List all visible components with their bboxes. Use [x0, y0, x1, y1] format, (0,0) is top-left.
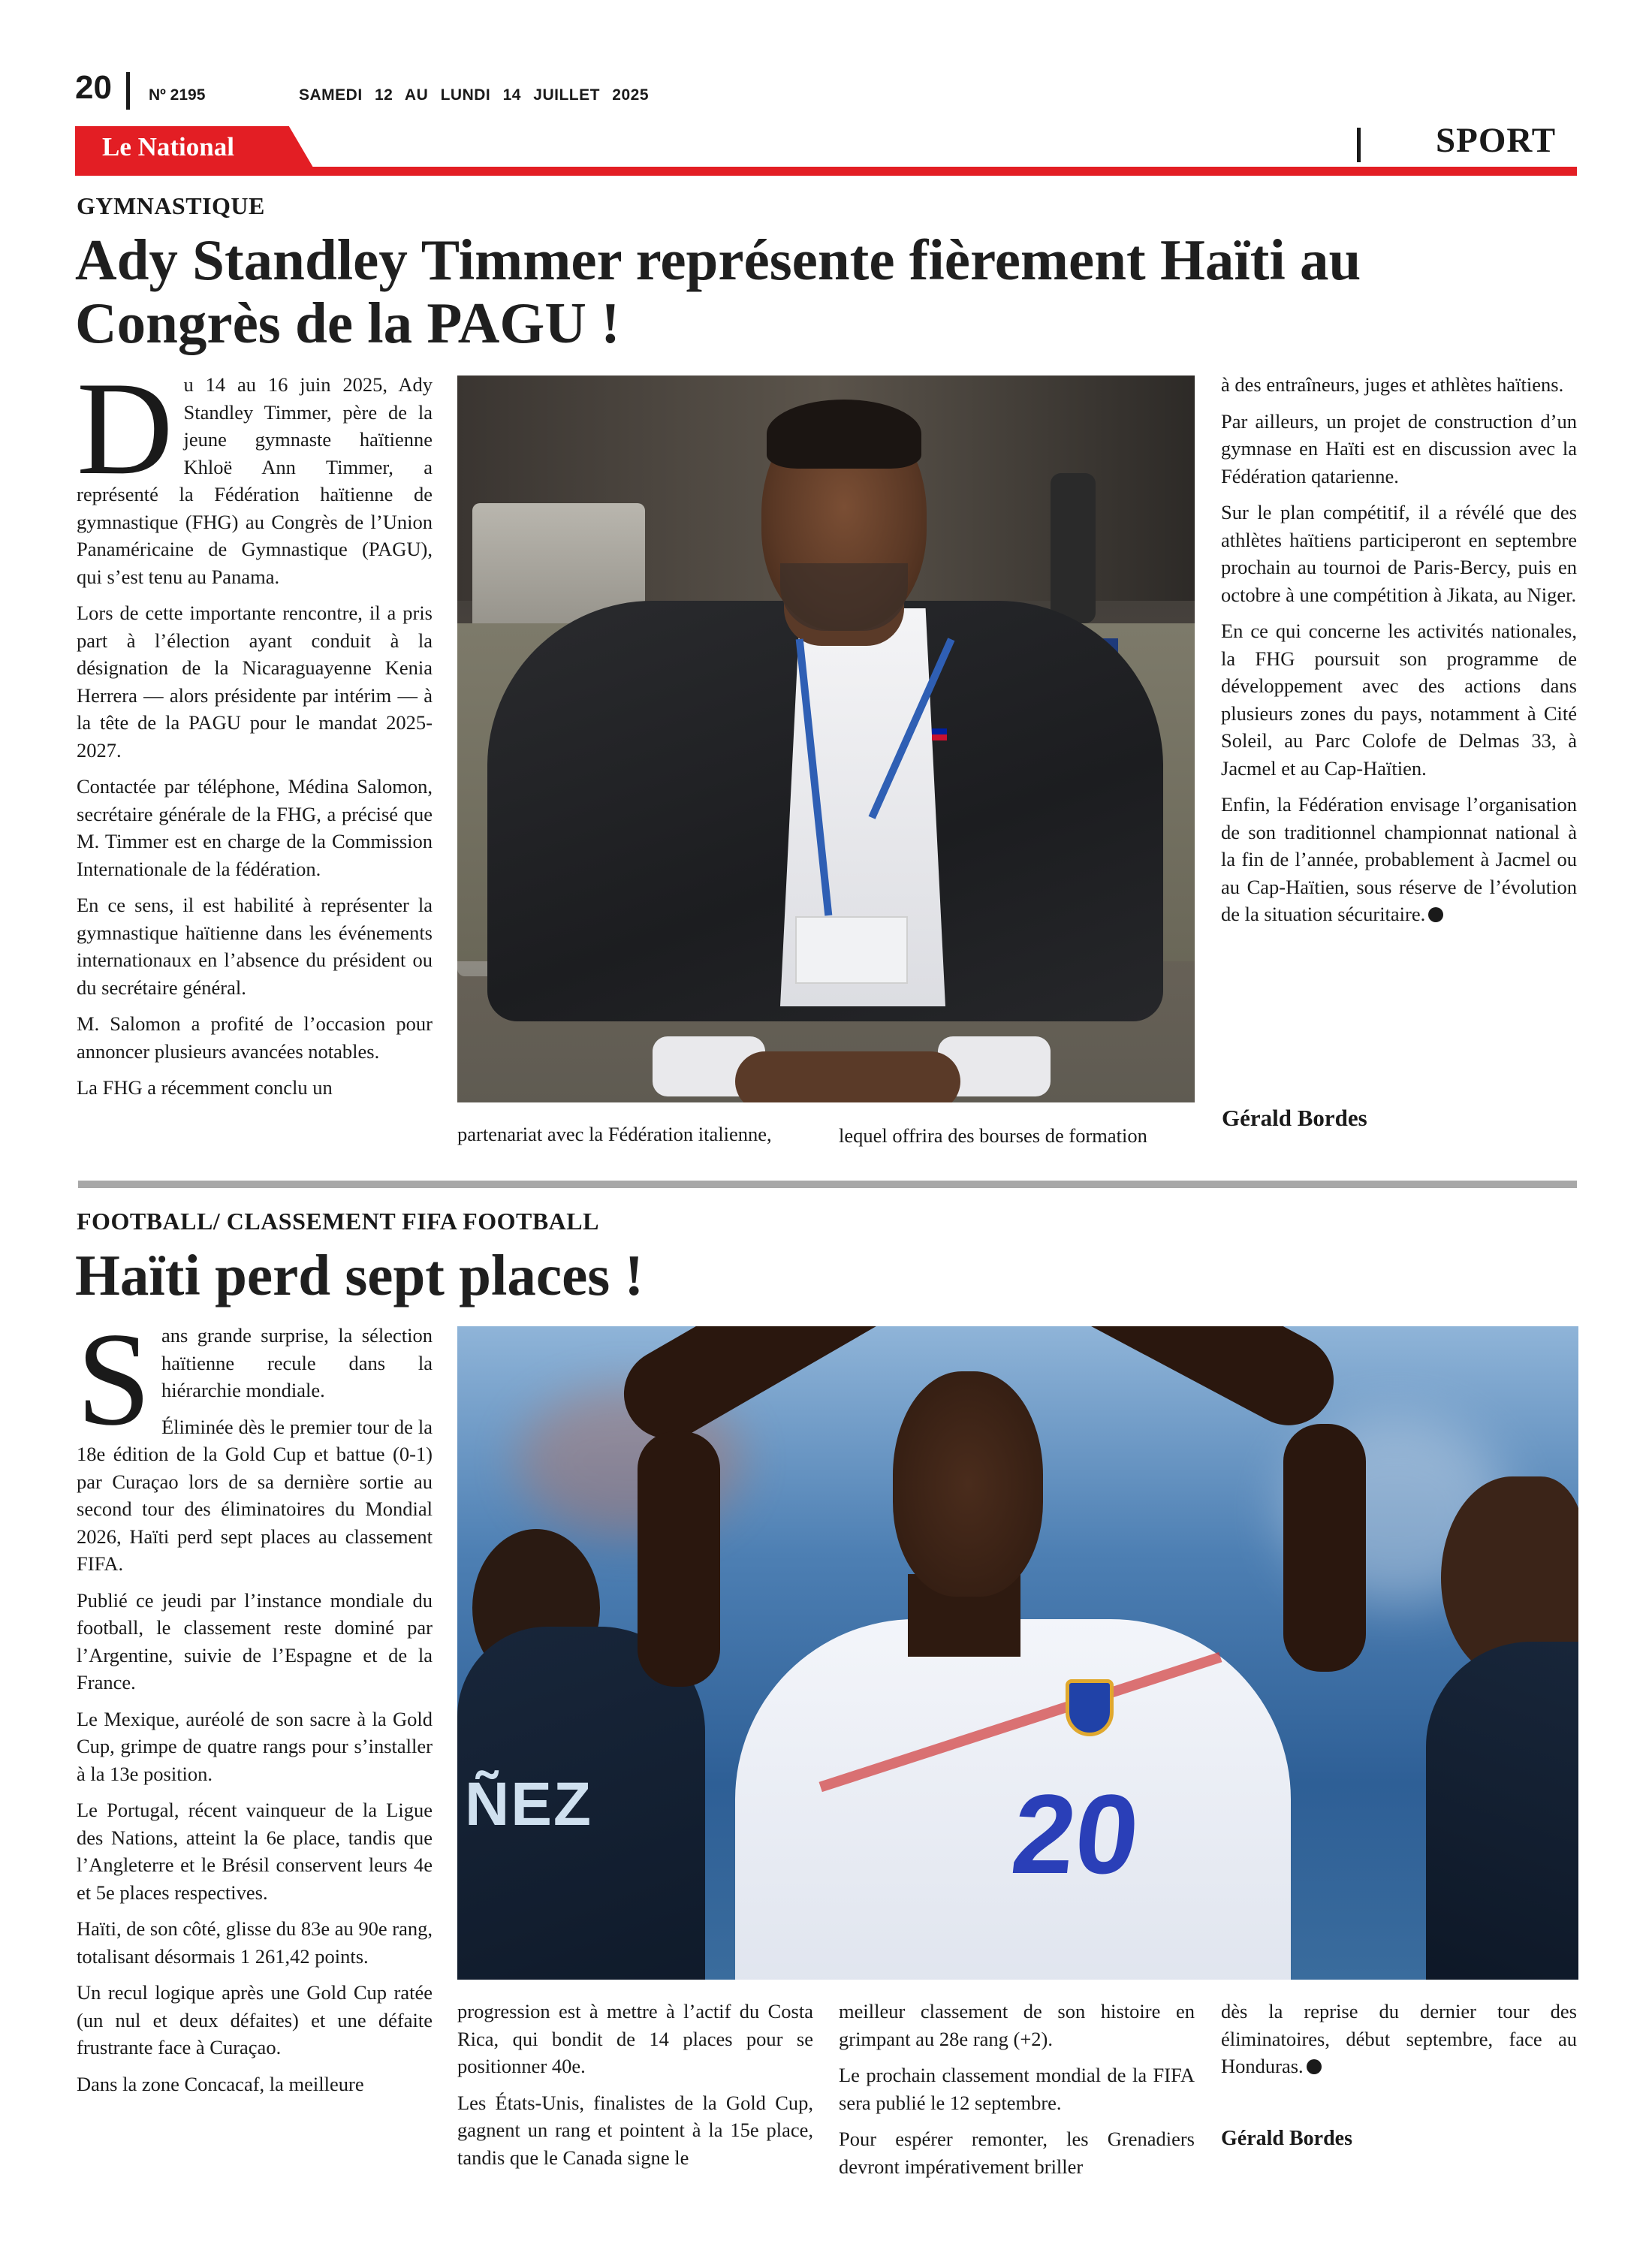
article2-kicker: FOOTBALL/ CLASSEMENT FIFA FOOTBALL [77, 1208, 599, 1235]
article1-paragraph: La FHG a récemment conclu un [77, 1076, 333, 1099]
end-mark-icon [1428, 907, 1443, 922]
article2-byline: Gérald Bordes [1221, 2127, 1352, 2150]
article1-under-photo-2: lequel offrira des bourses de formation [839, 1124, 1147, 1147]
jersey-name-text: ÑEZ [465, 1770, 592, 1838]
team-crest-icon [1066, 1679, 1114, 1736]
issue-number: Nº 2195 [149, 86, 206, 104]
article2-paragraph: Haïti, de son côté, glisse du 83e au 90e rang, totalisant désormais 1 261,42 points. [77, 1917, 433, 1968]
article1-headline-line2: Congrès de la PAGU ! [75, 291, 620, 355]
article1-kicker: GYMNASTIQUE [77, 192, 265, 219]
page-number: 20 [75, 69, 112, 106]
article2-paragraph: dès la reprise du dernier tour des éliminatoires, début septembre, face au Honduras. [1221, 2000, 1577, 2077]
article2-paragraph: ans grande surprise, la sélection haïtienne recule dans la hiérarchie mondiale. [161, 1324, 433, 1401]
brand-logo: Le National [102, 132, 234, 161]
article2-paragraph: meilleur classement de son histoire en grimpant au 28e rang (+2). [839, 2000, 1195, 2050]
article1-photo [457, 376, 1195, 1102]
article2-headline: Haïti perd sept places ! [75, 1243, 644, 1307]
article-divider [78, 1181, 1577, 1188]
article2-paragraph: Dans la zone Concacaf, la meilleure [77, 2072, 364, 2095]
end-mark-icon [1307, 2059, 1322, 2074]
article2-paragraph: Le Mexique, auréolé de son sacre à la Gold Cup, grimpe de quatre rangs pour s’installer à la 13e position. [77, 1707, 433, 1785]
article1-column3 [1221, 371, 1577, 937]
section-divider [1357, 128, 1361, 162]
section-label: SPORT [1436, 121, 1557, 160]
article2-paragraph: Éliminée dès le premier tour de la 18e édition de la Gold Cup et battue (0-1) par Curaçao lors de sa dernière sortie au second tour des éliminatoires du Mondial 2026, Haïti perd sept places au classement FIFA. [77, 1415, 433, 1575]
article2-dropcap: S [77, 1304, 151, 1453]
article1-paragraph: En ce qui concerne les activités nationales, la FHG poursuit son programme de développement avec des actions dans plusieurs zones du pays, notamment à Cité Soleil, au Parc Colofe de Delmas 33, à Jacmel et au Cap-Haïtien. [1221, 620, 1577, 780]
article1-paragraph: u 14 au 16 juin 2025, Ady Standley Timmer, père de la jeune gymnaste haïtienne Khloë Ann Timmer, a représenté la Fédération haïtienne de gymnastique (FHG) au Congrès de l’Union Panaméricaine de Gymnastique (PAGU), qui s’est tenu au Panama. [77, 373, 433, 588]
article1-paragraph: Contactée par téléphone, Médina Salomon, secrétaire générale de la FHG, a précisé que M. Timmer est en charge de la Commission Internationale de la fédération. [77, 775, 433, 880]
article2-column3 [839, 1998, 1195, 2189]
article2-column2 [457, 1998, 813, 2180]
issue-date: SAMEDI 12 AU LUNDI 14 JUILLET 2025 [299, 86, 649, 104]
flag-pin-icon [932, 728, 947, 740]
page-number-divider [126, 72, 130, 110]
article2-paragraph: Le Portugal, récent vainqueur de la Ligue des Nations, atteint la 6e place, tandis que l’Angleterre et le Brésil conservent leurs 4e et 5e places respectives. [77, 1799, 433, 1904]
article2-column4 [1221, 1998, 1577, 2089]
article1-paragraph: Enfin, la Fédération envisage l’organisation de son traditionnel championnat national à la fin de l’année, probablement à Jacmel ou au Cap-Haïtien, sous réserve de l’évolution de la situation sécuritaire. [1221, 793, 1577, 925]
article1-paragraph: Par ailleurs, un projet de construction d’un gymnase en Haïti est en discussion avec la Fédération qatarienne. [1221, 409, 1577, 487]
article1-paragraph: En ce sens, il est habilité à représenter la gymnastique haïtienne dans les événements internationaux en l’absence du président ou du secrétaire général. [77, 894, 433, 999]
jersey-number: 20 [1006, 1771, 1145, 1897]
article1-paragraph: Sur le plan compétitif, il a révélé que des athlètes haïtiens participeront en septembre prochain au tournoi de Paris-Bercy, puis en octobre à une compétition à Jikata, au Niger. [1221, 501, 1577, 606]
article1-paragraph: à des entraîneurs, juges et athlètes haïtiens. [1221, 373, 1564, 396]
article1-paragraph: Lors de cette importante rencontre, il a pris part à l’élection ayant conduit à la désignation de la Nicaraguayenne Kenia Herrera — alors présidente par intérim — à la tête de la PAGU pour le mandat 2025-2027. [77, 602, 433, 762]
article2-paragraph: Pour espérer remonter, les Grenadiers devront impérativement briller [839, 2128, 1195, 2178]
article1-headline [75, 228, 1577, 354]
article2-photo [457, 1326, 1578, 1980]
article1-column1 [77, 354, 433, 1111]
article2-paragraph: progression est à mettre à l’actif du Costa Rica, qui bondit de 14 places pour se positionner 40e. [457, 2000, 813, 2077]
article2-column1 [77, 1304, 433, 2107]
article1-byline: Gérald Bordes [1222, 1105, 1367, 1131]
article1-dropcap: D [77, 354, 173, 502]
article1-under-photo-1: partenariat avec la Fédération italienne, [457, 1123, 772, 1145]
article2-paragraph: Publié ce jeudi par l’instance mondiale du football, le classement reste dominé par l’Argentine, suivie de l’Espagne et de la France. [77, 1588, 433, 1694]
article2-paragraph: Un recul logique après une Gold Cup ratée (un nul et deux défaites) et une défaite frustrante face à Curaçao. [77, 1981, 433, 2058]
header-rule [75, 167, 1577, 176]
article2-paragraph: Les États-Unis, finalistes de la Gold Cup, gagnent un rang et pointent à la 15e place, tandis que le Canada signe le [457, 2091, 813, 2169]
article1-paragraph: M. Salomon a profité de l’occasion pour annoncer plusieurs avancées notables. [77, 1012, 433, 1063]
article1-headline-line1: Ady Standley Timmer représente fièrement Haïti au [75, 228, 1361, 292]
article2-paragraph: Le prochain classement mondial de la FIFA sera publié le 12 septembre. [839, 2064, 1195, 2114]
